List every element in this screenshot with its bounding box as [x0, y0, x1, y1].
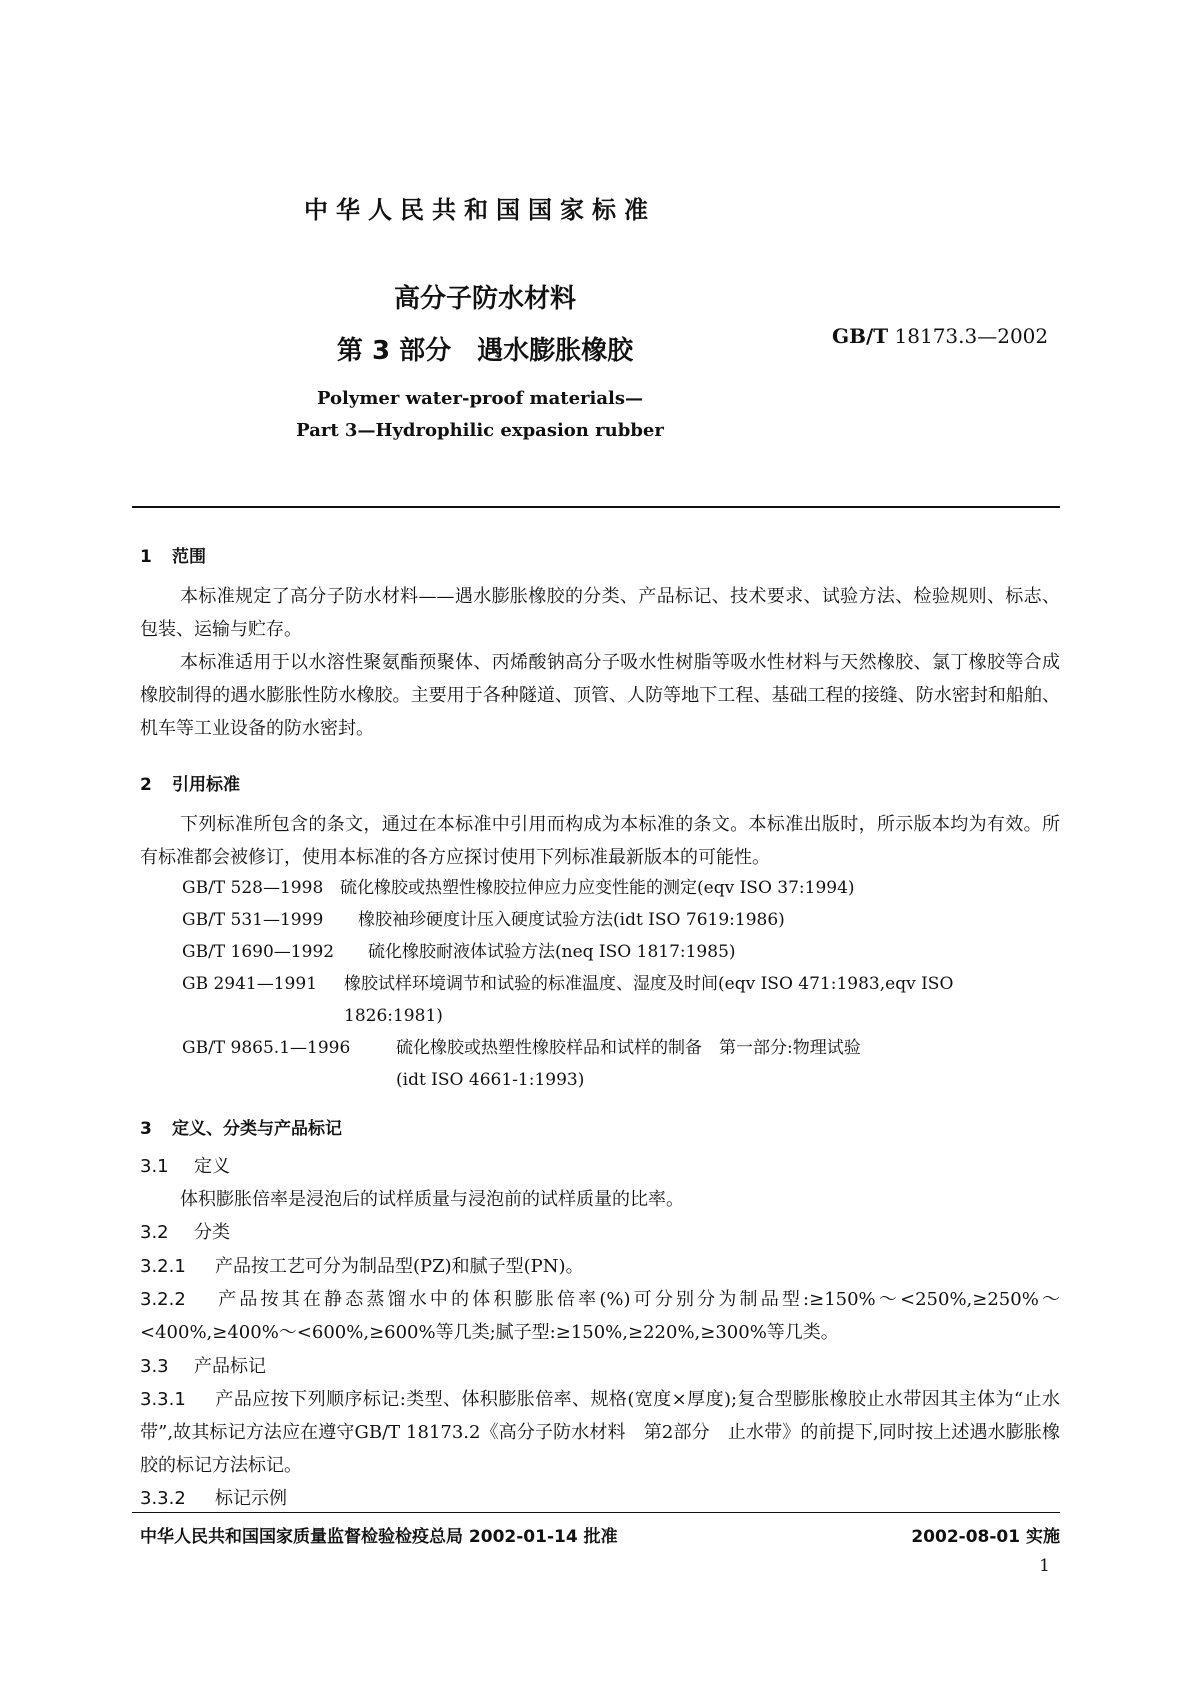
clause-number: 3.2.1 — [140, 1256, 186, 1277]
page-number: 1 — [1039, 1556, 1050, 1576]
clause-title: 产品标记 — [194, 1356, 266, 1377]
document-title-line2: 第 3 部分 遇水膨胀橡胶 — [336, 336, 634, 366]
clause-text: 产品应按下列顺序标记:类型、体积膨胀倍率、规格(宽度×厚度);复合型膨胀橡胶止水带因其主体为“止水带”,故其标记方法应在遵守GB/T 18173.2《高分子防水材料 第2部分 止水带》的前提下,同时按上述遇水膨胀橡胶的标记方法标记。 — [140, 1389, 1060, 1476]
reference-continuation: 1826:1981) — [344, 1006, 443, 1026]
standard-number — [832, 324, 1048, 348]
clause-title: 标记示例 — [215, 1488, 287, 1509]
section-1-paragraph-2: 本标准适用于以水溶性聚氨酯预聚体、丙烯酸钠高分子吸水性树脂等吸水性材料与天然橡胶、氯丁橡胶等合成橡胶制得的遇水膨胀性防水橡胶。主要用于各种隧道、顶管、人防等地下工程、基础工程的接缝、防水密封和船舶、机车等工业设备的防水密封。 — [140, 652, 1060, 739]
reference-code: GB/T 531—1999 — [182, 910, 324, 930]
section-number: 2 — [140, 775, 152, 795]
reference-title: 橡胶袖珍硬度计压入硬度试验方法(idt ISO 7619:1986) — [358, 910, 785, 930]
clause-text: 产品按工艺可分为制品型(PZ)和腻子型(PN)。 — [215, 1256, 584, 1277]
reference-code: GB 2941—1991 — [182, 974, 318, 994]
section-1-heading — [140, 542, 206, 567]
section-2-intro: 下列标准所包含的条文，通过在本标准中引用而构成为本标准的条文。本标准出版时，所示版本均为有效。所有标准都会被修订，使用本标准的各方应探讨使用下列标准最新版本的可能性。 — [140, 814, 1060, 868]
reference-title: 硫化橡胶或热塑性橡胶样品和试样的制备 第一部分:物理试验 — [396, 1038, 861, 1058]
reference-code: GB/T 9865.1—1996 — [182, 1038, 351, 1058]
reference-title: 硫化橡胶耐液体试验方法(neq ISO 1817:1985) — [368, 942, 736, 962]
reference-item — [182, 936, 736, 968]
standard-code: 18173.3—2002 — [894, 324, 1049, 348]
clause-3-1-text: 体积膨胀倍率是浸泡后的试样质量与浸泡前的试样质量的比率。 — [180, 1189, 684, 1210]
english-title-line2: Part 3—Hydrophilic expasion rubber — [296, 420, 664, 441]
section-number: 1 — [140, 547, 152, 567]
section-3-heading — [140, 1114, 342, 1139]
clause-number: 3.3.1 — [140, 1389, 186, 1410]
clause-3-2-heading — [140, 1216, 230, 1249]
clause-title: 定义 — [194, 1156, 230, 1177]
clause-number: 3.3.2 — [140, 1488, 186, 1509]
clause-text: 产品按其在静态蒸馏水中的体积膨胀倍率(%)可分别分为制品型:≥150%～<250%,≥250%～<400%,≥400%～<600%,≥600%等几类;腻子型:≥150%,≥220%,≥300%等几类。 — [140, 1289, 1060, 1343]
reference-code: GB/T 528—1998 — [182, 878, 324, 898]
section-title: 定义、分类与产品标记 — [172, 1119, 342, 1139]
national-standard-heading: 中华人民共和国国家标准 — [304, 196, 656, 224]
clause-number: 3.2.2 — [140, 1289, 186, 1310]
reference-code: GB/T 1690—1992 — [182, 942, 335, 962]
section-title: 引用标准 — [172, 775, 240, 795]
footer-divider — [132, 1512, 1060, 1513]
implementation-date: 2002-08-01 实施 — [911, 1527, 1060, 1547]
clause-3-1-heading — [140, 1150, 230, 1183]
clause-number: 3.1 — [140, 1156, 169, 1177]
section-2-heading — [140, 770, 240, 795]
reference-title: 橡胶试样环境调节和试验的标准温度、湿度及时间(eqv ISO 471:1983,eqv ISO — [344, 974, 954, 994]
clause-3-3-2-heading — [140, 1482, 287, 1515]
reference-continuation: (idt ISO 4661-1:1993) — [396, 1070, 585, 1090]
clause-3-3-heading — [140, 1350, 266, 1383]
reference-item — [182, 1032, 861, 1064]
reference-title: 硫化橡胶或热塑性橡胶拉伸应力应变性能的测定(eqv ISO 37:1994) — [340, 878, 855, 898]
reference-item — [182, 872, 855, 904]
reference-item — [182, 904, 785, 936]
clause-3-3-1 — [140, 1383, 1060, 1482]
clause-3-2-1 — [140, 1250, 584, 1283]
document-title-line1: 高分子防水材料 — [393, 284, 576, 314]
clause-title: 分类 — [194, 1222, 230, 1243]
section-title: 范围 — [172, 547, 206, 567]
standard-prefix: GB/T — [832, 324, 889, 348]
section-1-paragraph-1: 本标准规定了高分子防水材料——遇水膨胀橡胶的分类、产品标记、技术要求、试验方法、检验规则、标志、包装、运输与贮存。 — [140, 586, 1060, 640]
clause-number: 3.2 — [140, 1222, 169, 1243]
clause-3-2-2 — [140, 1283, 1060, 1349]
approval-statement: 中华人民共和国国家质量监督检验检疫总局 2002-01-14 批准 — [140, 1527, 618, 1547]
reference-item — [182, 968, 953, 1000]
english-title-line1: Polymer water-proof materials— — [316, 388, 643, 409]
section-number: 3 — [140, 1119, 152, 1139]
header-divider — [132, 506, 1060, 508]
clause-number: 3.3 — [140, 1356, 169, 1377]
